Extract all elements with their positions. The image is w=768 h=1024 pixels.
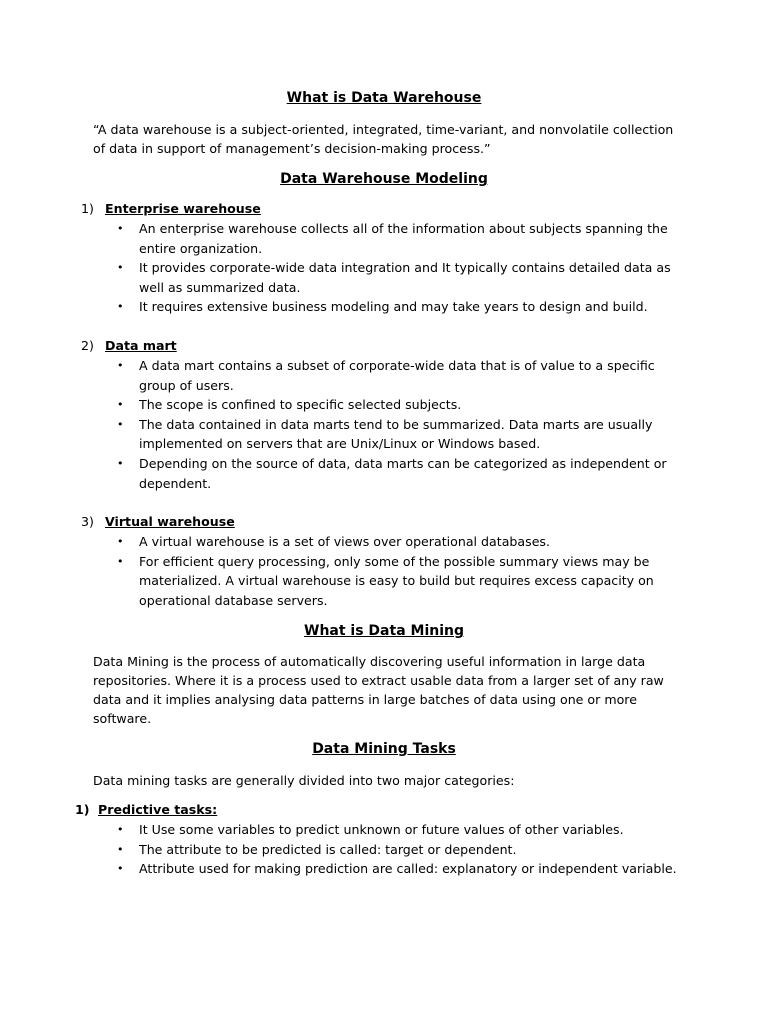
bullet-icon: •	[117, 456, 124, 470]
section-title: Data mart	[105, 338, 177, 353]
predictive-tasks-bullets	[117, 820, 679, 879]
data-mining-paragraph: Data Mining is the process of automatically discovering useful information in large data repositories. Where it is a process used to extract usable data from a larger set of any raw data and it implies analysing data patterns in large batches of data using one or more software.	[93, 654, 664, 726]
heading-what-is-data-warehouse: What is Data Warehouse	[286, 90, 482, 106]
section-number: 2)	[81, 338, 94, 353]
bullet-icon: •	[117, 417, 124, 431]
bullet-icon: •	[117, 359, 124, 372]
bullet-icon: •	[117, 823, 124, 836]
list-item: • Depending on the source of data, data marts can be categorized as independent or dependent.	[117, 455, 667, 491]
list-item: • A data mart contains a subset of corporate-wide data that is of value to a specific group of users.	[117, 358, 655, 393]
enterprise-warehouse-bullets	[117, 219, 679, 317]
list-item: • The data contained in data marts tend to be summarized. Data marts are usually implemented on servers that are Unix/Linux or Windows based.	[117, 416, 653, 452]
section-virtual-warehouse	[81, 512, 235, 531]
bullet-icon: •	[117, 261, 124, 275]
bullet-icon: •	[117, 842, 124, 856]
tasks-intro: Data mining tasks are generally divided into two major categories:	[93, 773, 515, 788]
section-data-mart	[81, 336, 177, 355]
section-enterprise-warehouse	[81, 199, 261, 218]
bullet-icon: •	[117, 398, 124, 412]
list-item: • A virtual warehouse is a set of views over operational databases.	[139, 532, 679, 552]
list-item: • The attribute to be predicted is called: target or dependent.	[139, 840, 679, 860]
list-item: • Attribute used for making prediction are called: explanatory or independent variable.	[139, 859, 679, 879]
bullet-icon: •	[117, 862, 124, 876]
heading-what-is-data-mining: What is Data Mining	[304, 623, 464, 639]
section-number: 1)	[81, 201, 94, 216]
bullet-icon: •	[117, 300, 124, 314]
list-item: • It Use some variables to predict unknown or future values of other variables.	[139, 820, 679, 840]
bullet-icon: •	[117, 535, 124, 548]
list-item: • For efficient query processing, only some of the possible summary views may be materialized. A virtual warehouse is easy to build but requires excess capacity on operational database servers.	[117, 553, 654, 608]
list-item: • An enterprise warehouse collects all of the information about subjects spanning the entire organization.	[117, 221, 668, 256]
virtual-warehouse-bullets	[117, 532, 679, 610]
definition-quote: “A data warehouse is a subject-oriented, integrated, time-variant, and nonvolatile collection of data in support of management’s decision-making process.”	[93, 122, 674, 156]
heading-data-mining-tasks: Data Mining Tasks	[312, 741, 456, 757]
section-number: 1)	[75, 802, 90, 817]
section-title: Enterprise warehouse	[105, 201, 261, 216]
bullet-icon: •	[117, 554, 124, 568]
section-predictive-tasks	[75, 800, 217, 819]
heading-data-warehouse-modeling: Data Warehouse Modeling	[280, 171, 488, 187]
section-number: 3)	[81, 514, 94, 529]
list-item: • It requires extensive business modeling and may take years to design and build.	[139, 297, 679, 317]
list-item: • The scope is confined to specific selected subjects.	[139, 395, 679, 415]
section-title: Virtual warehouse	[105, 514, 235, 529]
section-title: Predictive tasks:	[98, 802, 218, 817]
data-mart-bullets	[117, 356, 679, 493]
bullet-icon: •	[117, 222, 124, 235]
list-item: • It provides corporate-wide data integration and It typically contains detailed data as well as summarized data.	[117, 260, 671, 295]
